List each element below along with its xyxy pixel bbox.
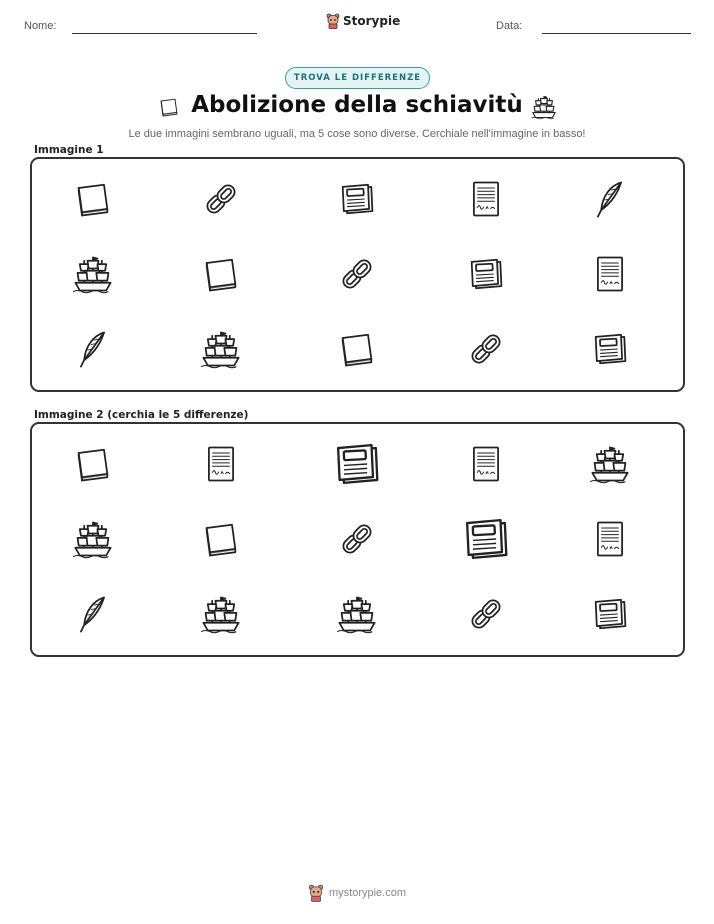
document-icon [464,177,508,221]
newspaper-icon[interactable] [588,592,632,636]
panel1-label: Immagine 1 [34,144,104,156]
date-line[interactable] [542,33,691,34]
document-icon[interactable] [588,517,632,561]
image-panel-1 [30,157,685,392]
ship-icon [530,93,558,126]
chain-icon [199,177,243,221]
newspaper-icon [588,327,632,371]
name-line[interactable] [72,33,257,34]
bear-mascot-icon [308,884,324,902]
book-icon [199,252,243,296]
book-icon [335,327,379,371]
document-icon[interactable] [464,442,508,486]
bear-mascot-icon [326,13,340,29]
storypie-logo [326,13,400,29]
newspaper-icon [464,252,508,296]
document-icon [588,252,632,296]
quill-icon [588,177,632,221]
footer-url[interactable]: mystorypie.com [328,887,407,899]
image-panel-2[interactable] [30,422,685,657]
date-label: Data: [496,20,523,32]
activity-badge: TROVA LE DIFFERENZE [285,67,430,89]
ship-icon[interactable] [71,517,115,561]
chain-icon [464,327,508,371]
chain-icon[interactable] [335,517,379,561]
document-icon[interactable] [199,442,243,486]
panel2-label: Immagine 2 (cerchia le 5 differenze) [34,409,249,421]
ship-icon[interactable] [199,592,243,636]
instructions: Le due immagini sembrano uguali, ma 5 cose sono diverse. Cerchiale nell'immagine in basso! [128,128,586,140]
ship-icon [199,327,243,371]
book-icon[interactable] [199,517,243,561]
quill-icon[interactable] [71,592,115,636]
quill-icon [71,327,115,371]
book-icon[interactable] [71,442,115,486]
book-icon [71,177,115,221]
chain-icon [335,252,379,296]
newspaper-icon[interactable] [328,435,386,493]
ship-icon[interactable] [588,442,632,486]
ship-icon[interactable] [335,592,379,636]
ship-icon [71,252,115,296]
name-label: Nome: [24,20,57,32]
chain-icon[interactable] [464,592,508,636]
footer [0,884,714,902]
newspaper-icon [335,177,379,221]
logo-text: Storypie [343,14,401,28]
page-title: Abolizione della schiavitù [191,92,523,118]
newspaper-icon[interactable] [457,510,515,568]
